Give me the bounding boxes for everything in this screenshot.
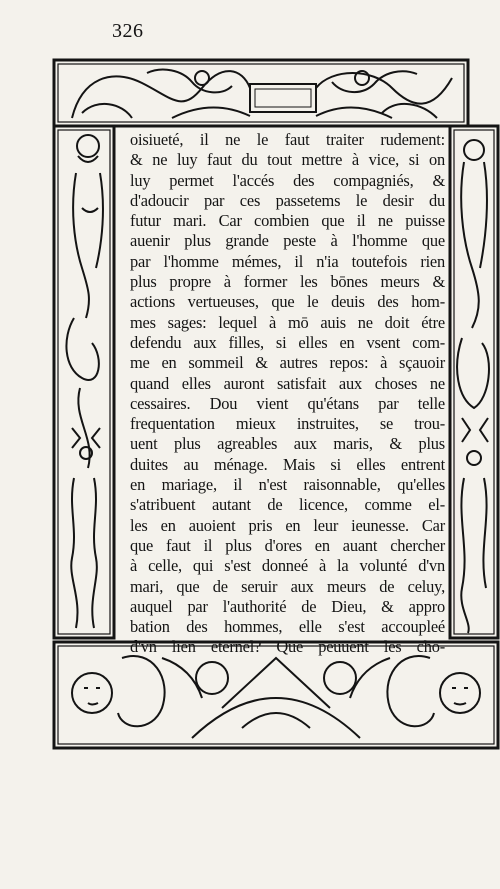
text-line: d'adoucir par ces passetems le desir du [130,190,445,210]
text-line: futur mari. Car combien que il ne puisse [130,211,445,231]
text-line: mes sages: lequel à mō auis ne doit étre [130,312,445,332]
text-line: les en auoient pris en leur ieunesse. Car [130,515,445,535]
text-line: par l'homme mémes, il n'ia toutefois rien [130,251,445,271]
left-figure-panel [54,126,114,638]
text-line: auquel par l'authorité de Dieu, & appro [130,596,445,616]
body-text [130,130,445,657]
text-line: quand elles auront satisfait aux choses ne [130,373,445,393]
text-line: cessaires. Dou vient qu'étans par telle [130,393,445,413]
bottom-ornament-panel [54,642,498,748]
text-line: luy permet l'accés des compagniés, & [130,170,445,190]
text-line: uent plus agreables aux maris, & plus [130,434,445,454]
text-line: defendu aux filles, si elles en vsent com- [130,332,445,352]
text-line: & ne luy faut du tout mettre à vice, si on [130,150,445,170]
text-line: duites au ménage. Mais si elles entrent [130,454,445,474]
text-line: oisiueté, il ne le faut traiter rudement: [130,130,445,149]
text-line: plus propre à former les bōnes meurs & [130,272,445,292]
text-line: mari, que de seruir aux meurs de celuy, [130,576,445,596]
top-ornament-panel [54,60,468,126]
text-line: s'atribuent autant de licence, comme el- [130,495,445,515]
text-line: auenir plus grande peste à l'homme que [130,231,445,251]
text-line: bation des hommes, elle s'est accoupleé [130,617,445,637]
text-line: me en sommeil & autres repos: à sçauoir [130,353,445,373]
text-line: que faut il plus d'ores en auant chercher [130,535,445,555]
page-number: 326 [112,20,144,42]
text-line: frequentation mieux instruites, se trou- [130,414,445,434]
text-line: d'vn lien eternel? Que peuuent les cho- [130,637,445,657]
text-line: à celle, qui s'est donneé à la volunté d'vn [130,556,445,576]
right-figure-panel [450,126,498,638]
text-line: en mariage, il n'est raisonnable, qu'elles [130,475,445,495]
text-line: actions vertueuses, que le deuis des hom- [130,292,445,312]
